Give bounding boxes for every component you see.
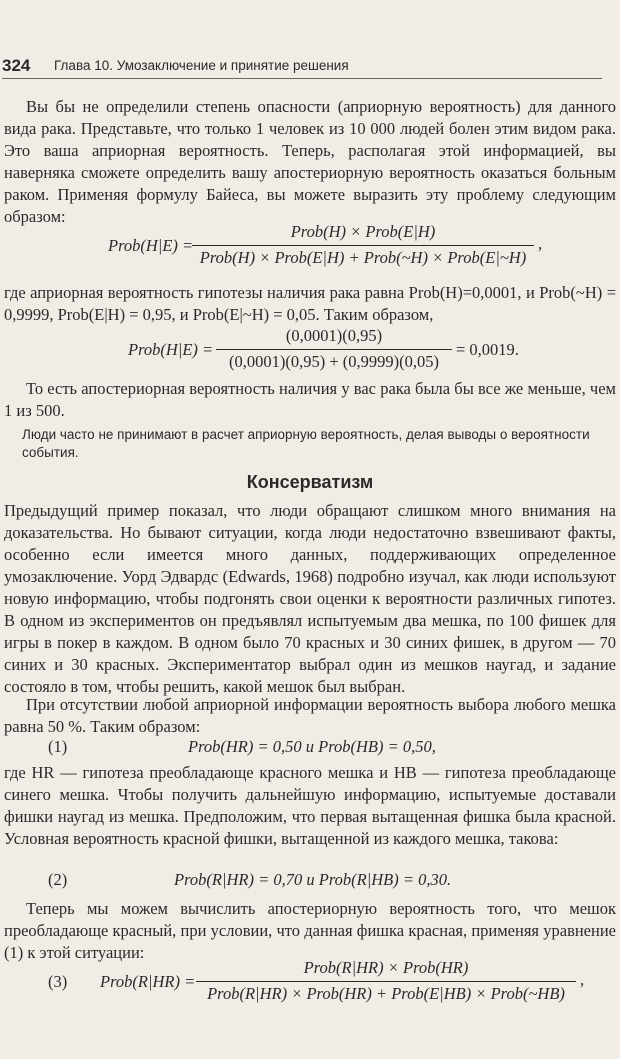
page-number: 324	[2, 56, 31, 75]
formula-tail: ,	[538, 234, 543, 253]
formula-numerator: (0,0001)(0,95)	[285, 326, 383, 345]
section-heading: Консерватизм	[246, 472, 374, 492]
equation-2-label: (2)	[48, 870, 68, 889]
paragraph-prior-probability: Вы бы не определили степень опасности (априорную вероятность) для данного вида рака. Представьте, что только 1 человек из 10 000 людей болен этим видом рака. Это ваша априорная вероятность. Теперь, располагая этой информацией, вы наверняка сможете определить вашу апостериорную вероятность оказаться больным раком. Применяя формулу Байеса, вы можете выразить эту проблему следующим образом:	[4, 97, 616, 226]
formula-lhs: Prob(H|E) =	[108, 236, 194, 255]
formula-fraction	[196, 958, 576, 1004]
paragraph-conclusion: То есть апостериорная вероятность наличия у вас рака была бы все же меньше, чем 1 из 500.	[4, 379, 616, 420]
formula-lhs: Prob(H|E) =	[128, 340, 214, 359]
formula-lhs: Prob(R|HR) =	[100, 972, 196, 991]
formula-denominator: (0,0001)(0,95) + (0,9999)(0,05)	[216, 349, 452, 372]
formula-fraction	[216, 326, 452, 372]
highlight-note: Люди часто не принимают в расчет априорную вероятность, делая выводы о вероятности события.	[22, 427, 590, 460]
running-header	[2, 56, 602, 79]
formula-result: = 0,0019.	[456, 340, 519, 359]
formula-denominator: Prob(R|HR) × Prob(HR) + Prob(E|HB) × Prob(~HB)	[196, 981, 576, 1004]
formula-numerator: Prob(H) × Prob(E|H)	[290, 222, 436, 241]
formula-numerator: Prob(R|HR) × Prob(HR)	[303, 958, 469, 977]
formula-tail: ,	[580, 970, 585, 989]
paragraph-conservatism: Предыдущий пример показал, что люди обращают слишком много внимания на доказательства. Но бывают ситуации, когда люди недостаточно взвешивают факты, особенно если имеется много данных, поддерживающих определенное умозаключение. Уорд Эдвардс (Edwards, 1968) подробно изучал, как люди используют новую информацию, чтобы подгонять свои оценки к вероятности различных гипотез. В одном из экспериментов он предъявлял испытуемым два мешка, по 100 фишек для игры в покер в каждом. В одном было 70 красных и 30 синих фишек, в другом — 70 синих и 30 красных. Экспериментатор выбрал один из мешков наугад, и задание состояло в том, чтобы решить, какой мешок был выбран.	[4, 501, 616, 696]
bayes-formula	[108, 222, 568, 272]
paragraph-no-prior: При отсутствии любой априорной информации вероятность выбора любого мешка равна 50 %. Таким образом:	[4, 695, 616, 736]
paragraph-priors-values: где априорная вероятность гипотезы наличия рака равна Prob(H)=0,0001, и Prob(~H) = 0,9999, Prob(E|H) = 0,95, и Prob(E|~H) = 0,05. Таким образом,	[4, 283, 616, 324]
chapter-title: Глава 10. Умозаключение и принятие решения	[54, 58, 349, 73]
formula-fraction	[192, 222, 534, 268]
equation-1: Prob(HR) = 0,50 и Prob(HB) = 0,50,	[188, 737, 436, 756]
formula-denominator: Prob(H) × Prob(E|H) + Prob(~H) × Prob(E|~H)	[192, 245, 534, 268]
computed-formula	[128, 326, 568, 376]
equation-2: Prob(R|HR) = 0,70 и Prob(R|HB) = 0,30.	[174, 870, 452, 889]
equation-1-label: (1)	[48, 737, 68, 756]
equation-3-label: (3)	[48, 972, 68, 991]
equation-3	[48, 958, 588, 1008]
paragraph-hypotheses: где HR — гипотеза преобладающе красного мешка и HB — гипотеза преобладающе синего мешка. Чтобы получить дальнейшую информацию, испытуемые доставали фишки наугад из мешка. Предположим, что первая вытащенная фишка была красной. Условная вероятность красной фишки, вытащенной из каждого мешка, такова:	[4, 763, 616, 848]
paragraph-posterior: Теперь мы можем вычислить апостериорную вероятность того, что мешок преобладающе красный, при условии, что данная фишка красная, применяя уравнение (1) к этой ситуации:	[4, 899, 616, 962]
